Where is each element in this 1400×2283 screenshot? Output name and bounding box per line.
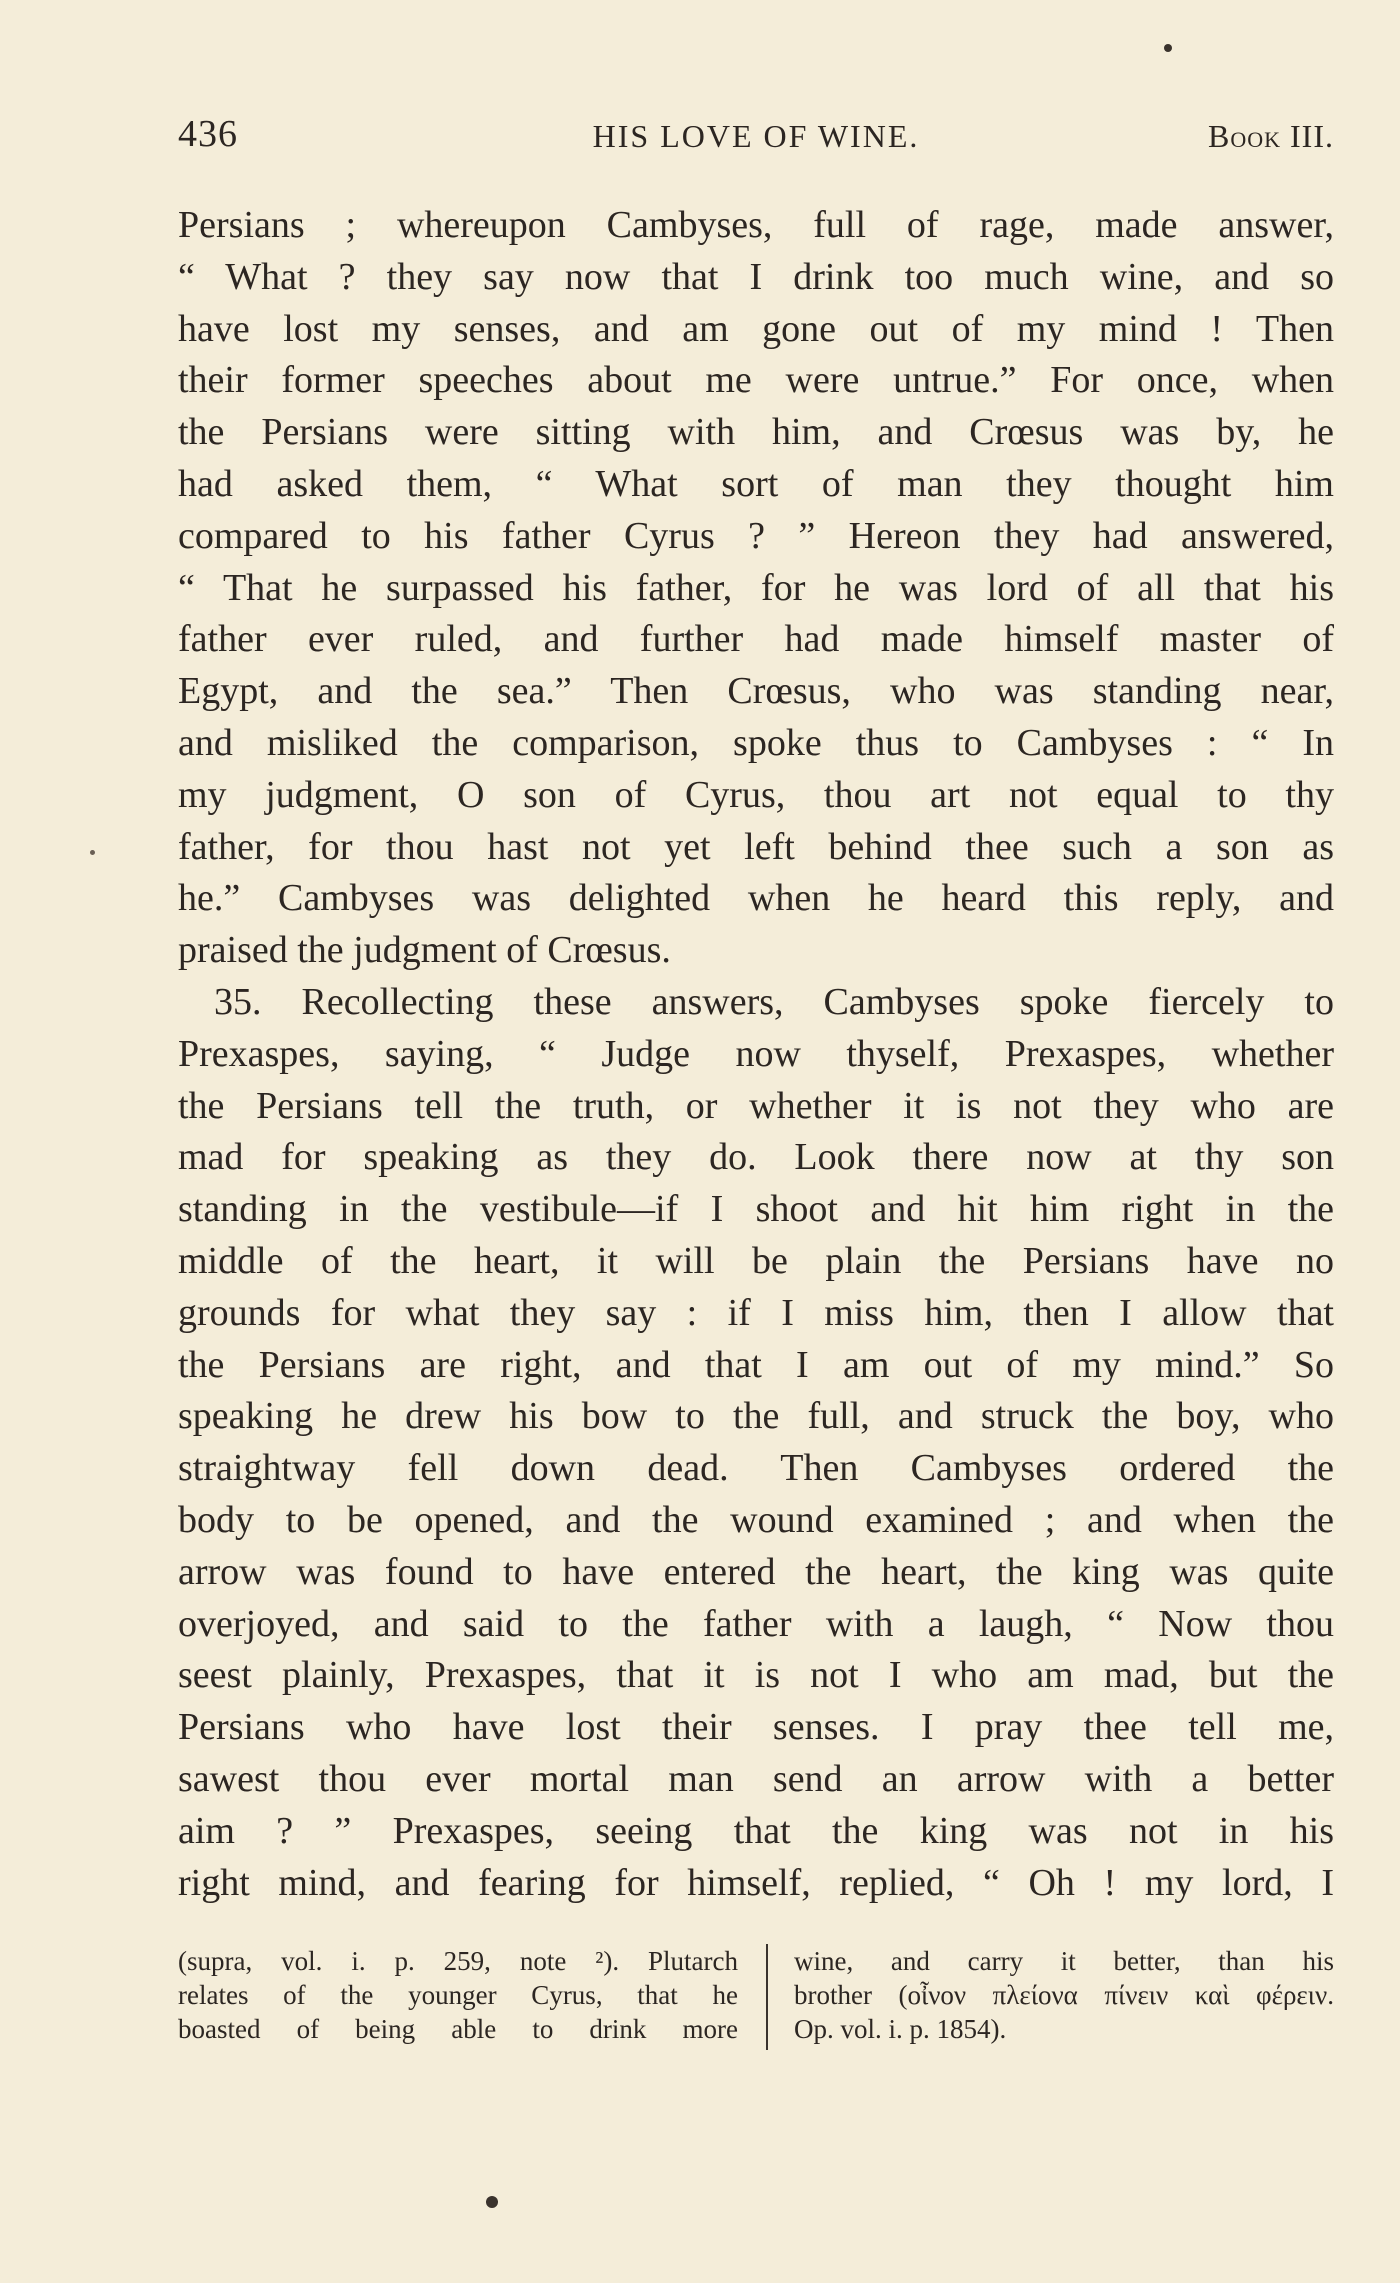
text-line: Egypt, and the sea.” Then Crœsus, who was standing near, [178,670,1334,713]
text-line: straightway fell down dead. Then Cambyses ordered the [178,1447,1334,1490]
text-line: their former speeches about me were untrue.” For once, when [178,359,1334,402]
text-line: arrow was found to have entered the heart, the king was quite [178,1550,1334,1593]
text-line: aim ? ” Prexaspes, seeing that the king was not in his [178,1809,1334,1852]
text-line: 35. Recollecting these answers, Cambyses spoke fiercely to [214,980,1334,1023]
text-line: Persians who have lost their senses. I pray thee tell me, [178,1706,1334,1749]
footnote-line: (supra, vol. i. p. 259, note ²). Plutarch [178,1946,738,1976]
footnote-right-column [794,1944,1334,2046]
running-title: HIS LOVE OF WINE. [592,118,920,154]
text-line: seest plainly, Prexaspes, that it is not I who am mad, but the [178,1654,1334,1697]
text-line: and misliked the comparison, spoke thus to Cambyses : “ In [178,721,1334,764]
footnote-left-column [178,1944,738,2046]
text-line: right mind, and fearing for himself, replied, “ Oh ! my lord, I [178,1861,1334,1904]
text-line: speaking he drew his bow to the full, and struck the boy, who [178,1395,1334,1438]
text-line: “ That he surpassed his father, for he was lord of all that his [178,566,1334,609]
text-line: mad for speaking as they do. Look there now at thy son [178,1136,1334,1179]
footnote-line: brother (οἶνον πλείονα πίνειν καὶ φέρειν. [794,1980,1334,2010]
ink-speck [486,2196,498,2208]
text-line: the Persians were sitting with him, and Crœsus was by, he [178,411,1334,454]
page-number: 436 [178,113,238,155]
text-line: standing in the vestibule—if I shoot and hit him right in the [178,1188,1334,1231]
page-header [178,112,1334,162]
text-line: father, for thou hast not yet left behind thee such a son as [178,825,1334,868]
text-line: body to be opened, and the wound examined ; and when the [178,1498,1334,1541]
text-line: Prexaspes, saying, “ Judge now thyself, Prexaspes, whether [178,1032,1334,1075]
text-line: grounds for what they say : if I miss him, then I allow that [178,1291,1334,1334]
text-line: Persians ; whereupon Cambyses, full of rage, made answer, [178,204,1334,246]
ink-speck [90,850,95,855]
footnote-column-divider [766,1944,768,2050]
footnote-line: boasted of being able to drink more [178,2014,738,2044]
footnote-line: Op. vol. i. p. 1854). [794,2014,1007,2044]
text-line: father ever ruled, and further had made himself master of [178,618,1334,661]
text-line: my judgment, O son of Cyrus, thou art not equal to thy [178,773,1334,816]
footnote-line: wine, and carry it better, than his [794,1946,1334,1976]
text-line: overjoyed, and said to the father with a laugh, “ Now thou [178,1602,1334,1645]
text-line: compared to his father Cyrus ? ” Hereon they had answered, [178,514,1334,557]
ink-speck [1164,44,1172,52]
book-label: Book III. [1208,118,1334,154]
text-line: had asked them, “ What sort of man they thought him [178,462,1334,505]
text-line: have lost my senses, and am gone out of my mind ! Then [178,307,1334,350]
text-line: sawest thou ever mortal man send an arrow with a better [178,1757,1334,1800]
body-text [178,200,1334,1909]
text-line: the Persians tell the truth, or whether it is not they who are [178,1084,1334,1127]
text-line: praised the judgment of Crœsus. [178,929,671,972]
footnotes [178,1944,1334,2054]
text-line: he.” Cambyses was delighted when he heard this reply, and [178,877,1334,920]
text-line: the Persians are right, and that I am out of my mind.” So [178,1343,1334,1386]
text-line: middle of the heart, it will be plain the Persians have no [178,1239,1334,1282]
text-line: “ What ? they say now that I drink too much wine, and so [178,255,1334,298]
footnote-line: relates of the younger Cyrus, that he [178,1980,738,2010]
